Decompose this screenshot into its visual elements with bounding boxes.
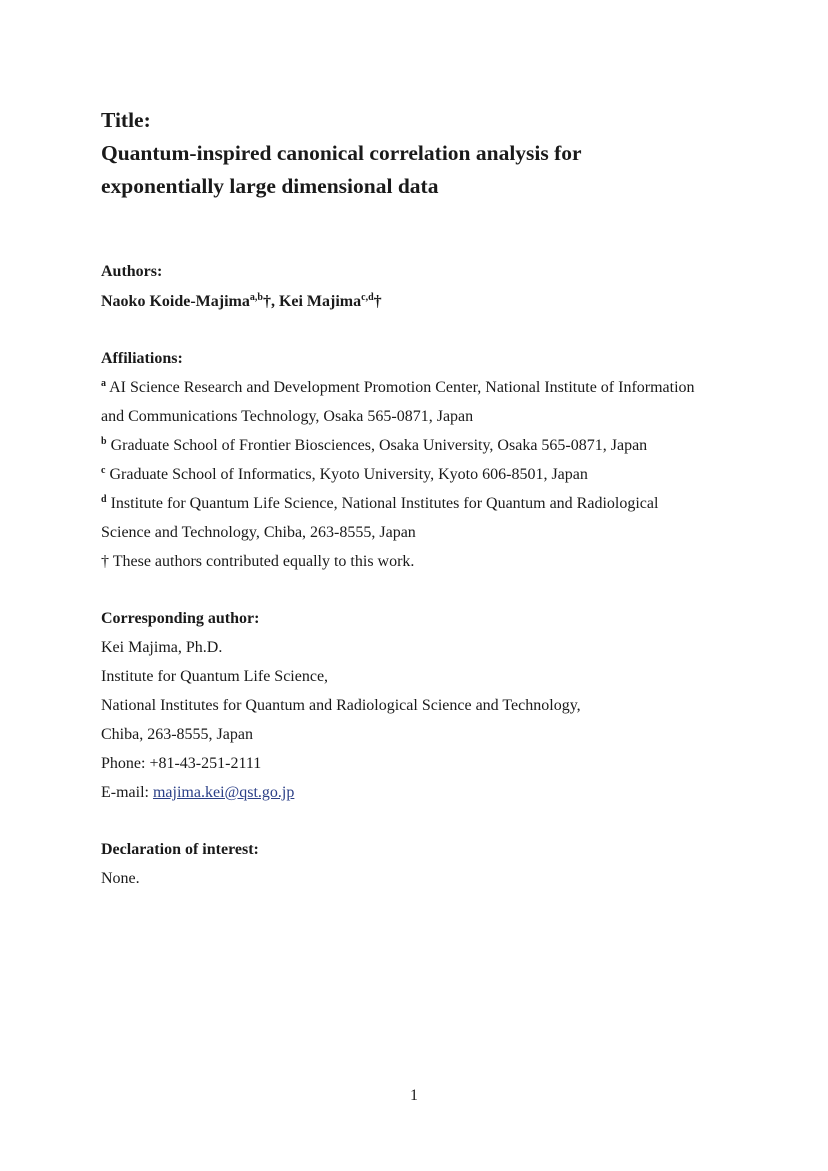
affiliation-d-mark: d	[101, 494, 107, 505]
affiliation-a-line-1	[101, 378, 695, 398]
page-number: 1	[410, 1087, 418, 1104]
declaration-text: None.	[101, 870, 140, 887]
title-label: Title:	[101, 108, 151, 132]
corresponding-organization: National Institutes for Quantum and Radiological Science and Technology,	[101, 697, 581, 714]
email-link[interactable]: majima.kei@qst.go.jp	[152, 784, 295, 801]
equal-contribution-note: † These authors contributed equally to this work.	[101, 553, 415, 570]
authors-heading: Authors:	[101, 263, 163, 280]
author-2-name: Kei Majima	[278, 293, 362, 310]
affiliation-c	[101, 465, 588, 485]
corresponding-author-heading: Corresponding author:	[101, 610, 260, 627]
email-label: E-mail:	[101, 784, 153, 801]
corresponding-address: Chiba, 263-8555, Japan	[101, 726, 253, 743]
affiliation-b	[101, 436, 647, 456]
affiliation-d-line-2: Science and Technology, Chiba, 263-8555, Japan	[101, 524, 416, 541]
corresponding-email-line	[101, 783, 294, 803]
corresponding-name: Kei Majima, Ph.D.	[101, 639, 223, 656]
affiliations-heading: Affiliations:	[101, 350, 183, 367]
affiliation-a-line-2: and Communications Technology, Osaka 565-0871, Japan	[101, 408, 474, 425]
title-block	[101, 104, 741, 203]
declaration-heading: Declaration of interest:	[101, 841, 259, 858]
author-2-dagger: †	[373, 293, 382, 310]
author-1-name: Naoko Koide-Majima	[101, 293, 250, 310]
paper-title-line-1: Quantum-inspired canonical correlation analysis for	[101, 141, 582, 165]
affiliation-c-text: Graduate School of Informatics, Kyoto University, Kyoto 606-8501, Japan	[109, 466, 588, 483]
author-list	[101, 292, 382, 312]
corresponding-phone: Phone: +81-43-251-2111	[101, 755, 262, 772]
affiliation-b-text: Graduate School of Frontier Biosciences, Osaka University, Osaka 565-0871, Japan	[110, 437, 648, 454]
affiliation-d-text-1: Institute for Quantum Life Science, National Institutes for Quantum and Radiological	[110, 495, 659, 512]
author-1-affiliation-marks: a,b	[249, 292, 263, 303]
affiliation-a-text-1: AI Science Research and Development Promotion Center, National Institute of Information	[109, 379, 695, 396]
affiliation-b-mark: b	[101, 436, 107, 447]
author-2-affiliation-marks: c,d	[361, 292, 374, 303]
author-1-dagger: †,	[262, 293, 279, 310]
affiliation-a-mark: a	[101, 378, 106, 389]
affiliation-d-line-1	[101, 494, 658, 514]
affiliation-c-mark: c	[101, 465, 106, 476]
paper-title-line-2: exponentially large dimensional data	[101, 174, 439, 198]
corresponding-institute: Institute for Quantum Life Science,	[101, 668, 329, 685]
